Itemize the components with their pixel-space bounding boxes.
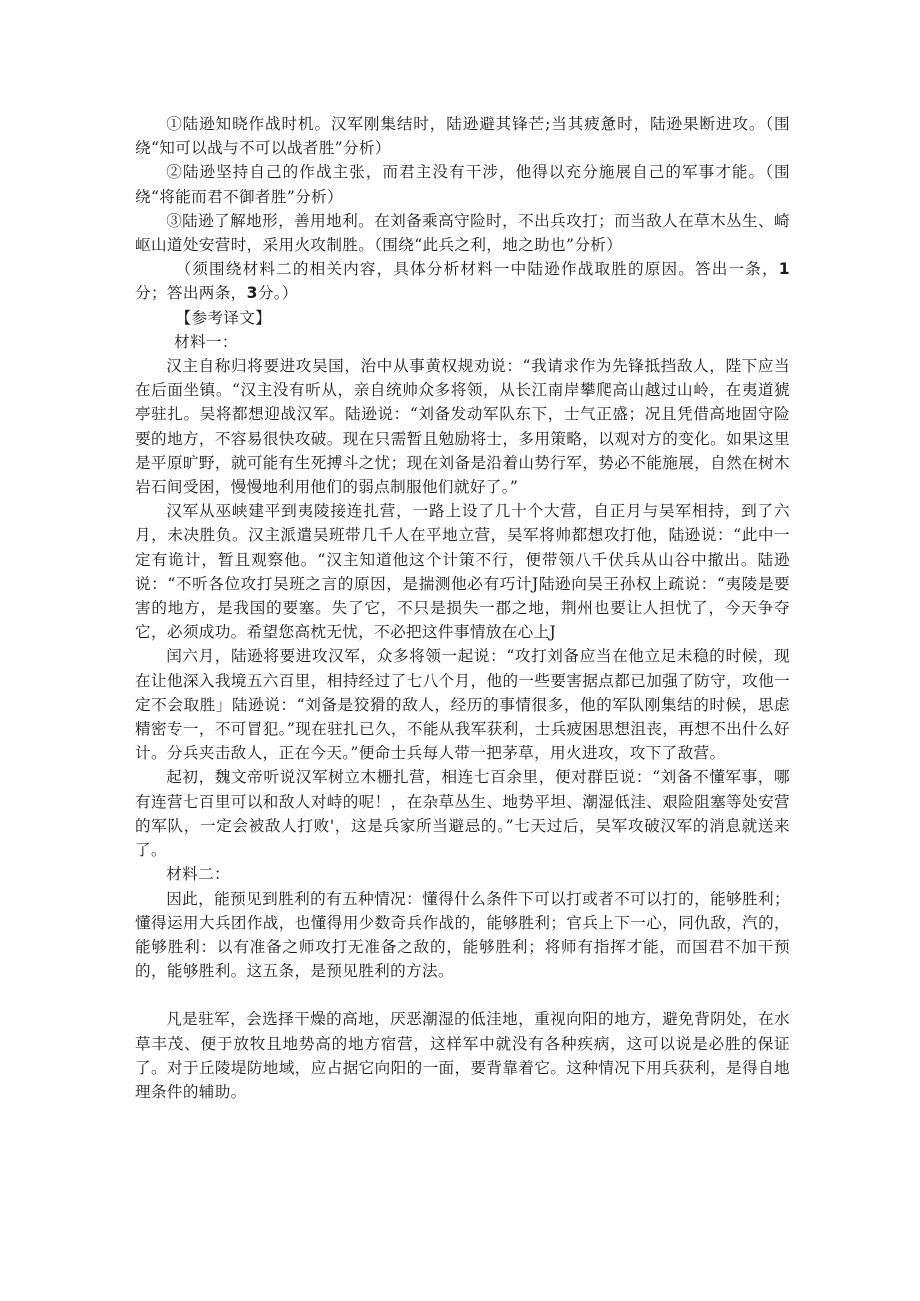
material-two-paragraph-2: 凡是驻军，会选择干燥的高地，厌恶潮湿的低洼地，重视向阳的地方，避免背阴处，在水草丰茂、便于放牧且地势高的地方宿营，这样军中就没有各种疾病，这可以说是必胜的保证了。对于丘陵堤防地域，应占据它向阳的一面，要背靠着它。这种情况下用兵获利，是得自地理条件的辅助。 — [135, 1010, 790, 1101]
material-one-label: 材料一： — [174, 332, 238, 351]
material-two-paragraph-1: 因此，能预见到胜利的有五种情况：懂得什么条件下可以打或者不可以打的，能够胜利；懂得运用大兵团作战，也懂得用少数奇兵作战的，能够胜利；官兵上下一心，同仇敌，汽的，能够胜利：以有准备之师攻打无准备之敌的，能够胜利；将师有指挥才能，而国君不加干预的，能够胜利。这五条，是预见胜利的方法。 — [135, 889, 790, 981]
scoring-note-mid: 分；答出两条， — [135, 284, 247, 303]
material-two-label: 材料二： — [166, 865, 230, 884]
scoring-note-pre: （须围绕材料二的相关内容，具体分析材料一中陆逊作战取胜的原因。答出一条， — [175, 260, 779, 279]
material-one-paragraph-4: 起初，魏文帝听说汉军树立木栅扎营，相连七百余里，便对群臣说：“刘备不懂军事，哪有连营七百里可以和敌人对峙的呢！，在杂草丛生、地势平坦、潮湿低洼、艰险阻塞等处安营的军队，一定会被敌人打败'，这是兵家所当避忌的。”七天过后，吴军攻破汉军的消息就送来了。 — [135, 768, 790, 860]
score-three: 3 — [246, 284, 258, 303]
analysis-point-1: ①陆逊知晓作战时机。汉军刚集结时，陆逊避其锋芒;当其疲惫时，陆逊果断进攻。（围绕“知可以战与不可以战者胜”分析） — [135, 115, 790, 158]
paragraph-gap — [135, 983, 790, 1007]
score-one: 1 — [778, 260, 790, 279]
analysis-point-2: ②陆逊坚持自己的作战主张，而君主没有干涉，他得以充分施展自己的军事才能。（围绕“将能而君不御者胜”分析） — [135, 163, 790, 206]
document-page — [135, 112, 790, 1104]
translation-heading: 【参考译文】 — [175, 308, 272, 327]
scoring-note — [135, 257, 790, 305]
material-one-paragraph-1: 汉主自称归将要进攻吴国，治中从事黄权规劝说：“我请求作为先锋抵挡敌人，陛下应当在后面坐镇。“汉主没有听从，亲自统帅众多将领，从长江南岸攀爬高山越过山岭，在夷道猇亭驻扎。吴将都想迎战汉军。陆逊说：“刘备发动军队东下，士气正盛；况且凭借高地固守险要的地方，不容易很快攻破。现在只需暂且勉励将士，多用策略，以观对方的变化。如果这里是平原旷野，就可能有生死搏斗之忧；现在刘备是沿着山势行军，势必不能施展，自然在树木岩石间受困，慢慢地利用他们的弱点制服他们就好了。” — [135, 357, 790, 497]
analysis-point-3: ③陆逊了解地形，善用地利。在刘备乘高守险时，不出兵攻打；而当敌人在草木丛生、崎岖山道处安营时，采用火攻制胜。（围绕“此兵之利，地之助也”分析） — [135, 211, 790, 255]
scoring-note-post: 分。） — [257, 284, 298, 303]
material-one-paragraph-3: 闰六月，陆逊将要进攻汉军，众多将领一起说：“攻打刘备应当在他立足未稳的时候，现在让他深入我境五六百里，相持经过了七八个月，他的一些要害据点都已加强了防守，攻他一定不会取胜」陆逊说：“刘备是狡猾的敌人，经历的事情很多，他的军队刚集结的时候，思虑精密专一，不可冒犯。”现在驻扎已久，不能从我军获利，士兵疲困思想沮丧，再想不出什么好计。分兵夹击敌人，正在今天。”便命士兵每人带一把茅草，用火进攻，攻下了敌营。 — [135, 647, 790, 763]
material-one-paragraph-2: 汉军从巫峡建平到夷陵接连扎营，一路上设了几十个大营，自正月与吴军相持，到了六月，未决胜负。汉主派遣吴班带几千人在平地立营，吴军将帅都想攻打他，陆逊说：“此中一定有诡计，暂且观察他。“汉主知道他这个计策不行，便带领八千伏兵从山谷中撤出。陆逊说：“不听各位攻打吴班之言的原因，是揣测他必有巧计J陆逊向吴王孙权上疏说：“夷陵是要害的地方，是我国的要塞。失了它，不只是损失一郡之地，荆州也要让人担忧了，今天争夺它，必须成功。希望您高枕无忧，不必把这件事情放在心上J — [135, 502, 790, 642]
